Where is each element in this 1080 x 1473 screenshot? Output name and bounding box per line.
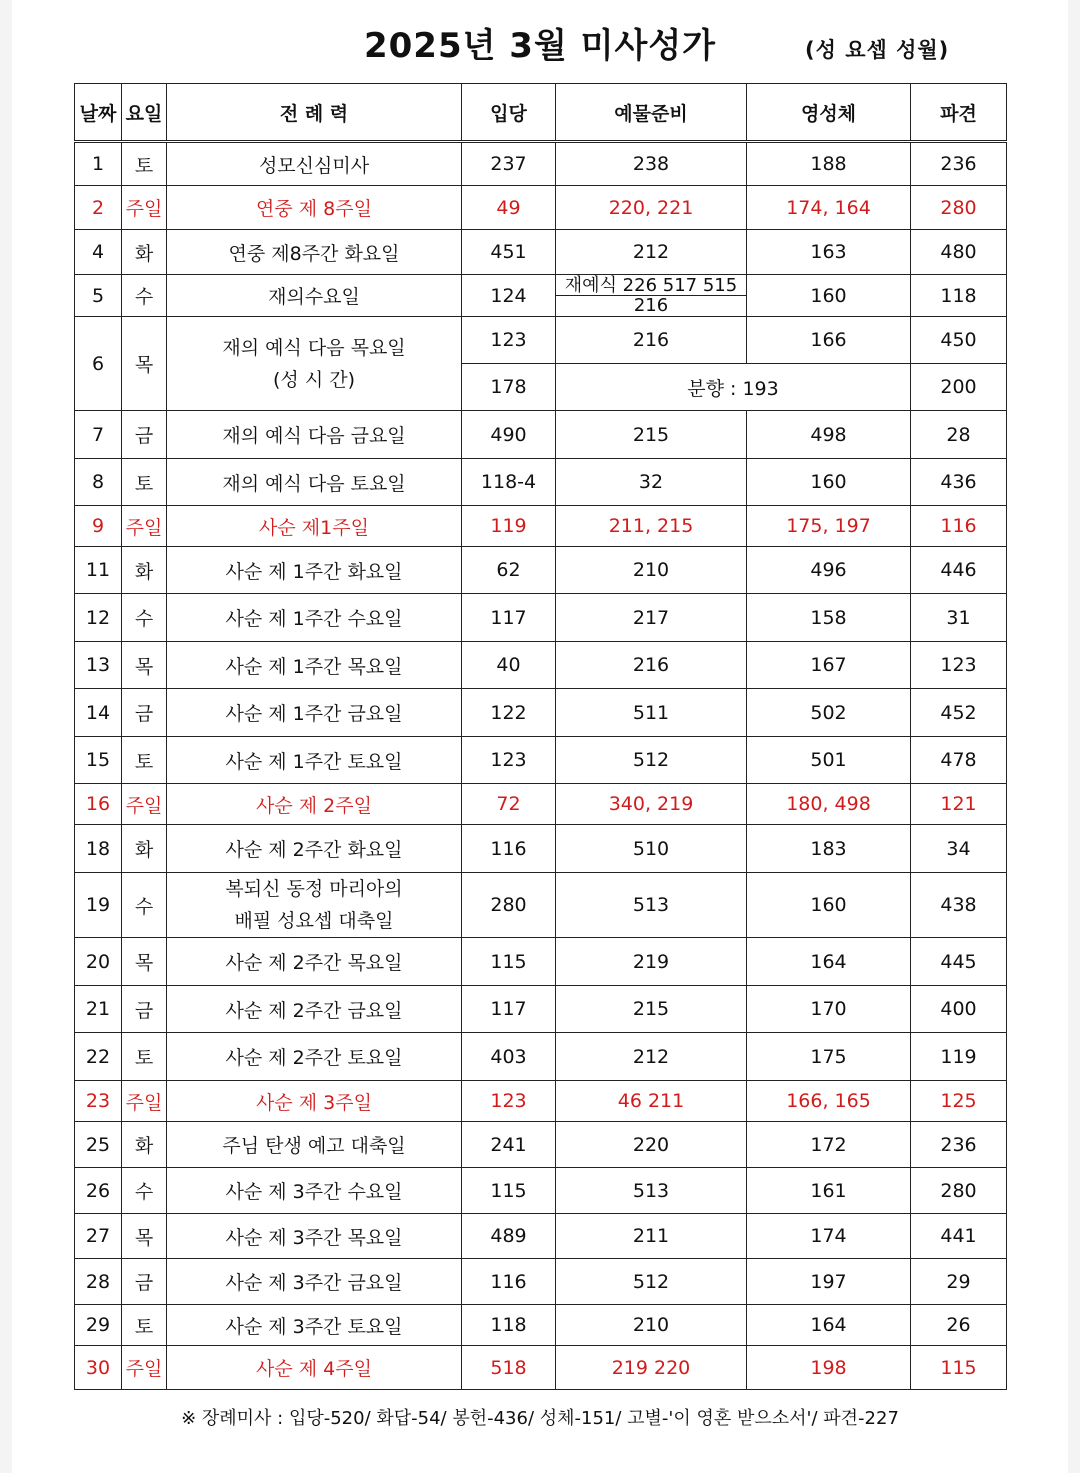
cell-communion: 183: [747, 825, 911, 873]
table-row: [75, 642, 1007, 689]
cell-offertory-split: [556, 275, 747, 317]
cell-communion: 158: [747, 594, 911, 642]
cell-dismissal: 400: [911, 986, 1007, 1033]
cell-offertory: 513: [556, 1168, 747, 1214]
cell-offertory: 215: [556, 986, 747, 1033]
cell-liturgy: 사순 제 3주일: [167, 1081, 462, 1122]
cell-liturgy: 재의수요일: [167, 275, 462, 317]
header-liturgy: 전 례 력: [167, 84, 462, 142]
cell-communion: 198: [747, 1346, 911, 1390]
cell-date: 4: [75, 230, 122, 275]
header-row: [75, 84, 1007, 142]
header-day: 요일: [122, 84, 167, 142]
cell-offertory: 216: [556, 317, 747, 364]
cell-day: 수: [122, 275, 167, 317]
cell-liturgy: 연중 제 8주일: [167, 186, 462, 230]
cell-date: 22: [75, 1033, 122, 1081]
cell-date: 30: [75, 1346, 122, 1390]
table-row: [75, 594, 1007, 642]
cell-day: 금: [122, 1259, 167, 1305]
cell-communion: 188: [747, 142, 911, 186]
cell-day: 수: [122, 1168, 167, 1214]
cell-communion: 175: [747, 1033, 911, 1081]
cell-entrance: 62: [462, 547, 556, 594]
cell-dismissal: 121: [911, 784, 1007, 825]
cell-dismissal-holy-hour: 200: [911, 364, 1007, 411]
cell-day: 토: [122, 737, 167, 784]
cell-date: 28: [75, 1259, 122, 1305]
cell-liturgy: 사순 제 2주간 목요일: [167, 938, 462, 986]
cell-day: 주일: [122, 506, 167, 547]
table-row: [75, 873, 1007, 938]
cell-entrance: 237: [462, 142, 556, 186]
cell-liturgy: 연중 제8주간 화요일: [167, 230, 462, 275]
cell-day: 금: [122, 689, 167, 737]
table-row-sunday: [75, 506, 1007, 547]
cell-communion: 174, 164: [747, 186, 911, 230]
cell-entrance: 490: [462, 411, 556, 459]
cell-dismissal: 236: [911, 142, 1007, 186]
cell-day: 수: [122, 873, 167, 938]
cell-entrance: 124: [462, 275, 556, 317]
cell-liturgy: 사순 제 1주간 수요일: [167, 594, 462, 642]
table-row: [75, 275, 1007, 317]
cell-dismissal: 280: [911, 186, 1007, 230]
cell-offertory: 512: [556, 1259, 747, 1305]
cell-dismissal: 452: [911, 689, 1007, 737]
cell-dismissal: 480: [911, 230, 1007, 275]
cell-entrance: 280: [462, 873, 556, 938]
cell-date: 13: [75, 642, 122, 689]
table-row: [75, 737, 1007, 784]
cell-offertory: 212: [556, 230, 747, 275]
cell-offertory: 219 220: [556, 1346, 747, 1390]
cell-offertory: 215: [556, 411, 747, 459]
cell-liturgy: 사순 제 4주일: [167, 1346, 462, 1390]
cell-day: 목: [122, 642, 167, 689]
cell-entrance: 40: [462, 642, 556, 689]
cell-date: 9: [75, 506, 122, 547]
cell-dismissal: 29: [911, 1259, 1007, 1305]
table-row: [75, 825, 1007, 873]
header-date: 날짜: [75, 84, 122, 142]
cell-offertory: 511: [556, 689, 747, 737]
table-row: [75, 142, 1007, 186]
cell-communion: 161: [747, 1168, 911, 1214]
cell-day: 토: [122, 1033, 167, 1081]
cell-communion: 501: [747, 737, 911, 784]
cell-entrance: 489: [462, 1214, 556, 1259]
cell-offertory: 217: [556, 594, 747, 642]
cell-dismissal: 280: [911, 1168, 1007, 1214]
cell-communion: 172: [747, 1122, 911, 1168]
cell-day: 화: [122, 230, 167, 275]
cell-date: 25: [75, 1122, 122, 1168]
table-row: [75, 938, 1007, 986]
cell-communion: 170: [747, 986, 911, 1033]
cell-offertory: 210: [556, 1305, 747, 1346]
cell-dismissal: 438: [911, 873, 1007, 938]
cell-liturgy: 성모신심미사: [167, 142, 462, 186]
funeral-mass-note: ※ 장례미사 : 입당-520/ 화답-54/ 봉헌-436/ 성체-151/ 고별-'이 영혼 받으소서'/ 파견-227: [181, 1408, 899, 1429]
cell-offertory: 210: [556, 547, 747, 594]
cell-communion: 160: [747, 275, 911, 317]
cell-day: 토: [122, 1305, 167, 1346]
cell-communion: 160: [747, 873, 911, 938]
header-dismissal: 파견: [911, 84, 1007, 142]
title-area: [0, 0, 1080, 80]
cell-communion: 498: [747, 411, 911, 459]
cell-entrance: 117: [462, 986, 556, 1033]
cell-dismissal: 236: [911, 1122, 1007, 1168]
table-row: [75, 411, 1007, 459]
cell-offertory: 220, 221: [556, 186, 747, 230]
cell-dismissal: 119: [911, 1033, 1007, 1081]
cell-entrance: 117: [462, 594, 556, 642]
cell-dismissal: 436: [911, 459, 1007, 506]
table-row: [75, 317, 1007, 364]
cell-dismissal: 26: [911, 1305, 1007, 1346]
table-row: [75, 230, 1007, 275]
cell-day: 주일: [122, 186, 167, 230]
cell-day: 토: [122, 142, 167, 186]
table-row-sunday: [75, 1346, 1007, 1390]
liturgy-line-1: 복되신 동정 마리아의: [225, 878, 403, 900]
cell-communion: 167: [747, 642, 911, 689]
cell-entrance: 403: [462, 1033, 556, 1081]
table-row: [75, 689, 1007, 737]
table-row: [75, 1033, 1007, 1081]
cell-entrance: 116: [462, 825, 556, 873]
table-row-sunday: [75, 1081, 1007, 1122]
cell-liturgy: 재의 예식 다음 금요일: [167, 411, 462, 459]
cell-date: 21: [75, 986, 122, 1033]
cell-date: 16: [75, 784, 122, 825]
cell-entrance: 122: [462, 689, 556, 737]
cell-date: 6: [75, 317, 122, 411]
cell-date: 19: [75, 873, 122, 938]
cell-date: 2: [75, 186, 122, 230]
page-subtitle: (성 요셉 성월): [805, 38, 950, 62]
cell-dismissal: 31: [911, 594, 1007, 642]
cell-liturgy: 사순 제 2주간 금요일: [167, 986, 462, 1033]
cell-offertory: 46 211: [556, 1081, 747, 1122]
cell-offertory: 510: [556, 825, 747, 873]
table-row-sunday: [75, 784, 1007, 825]
cell-date: 8: [75, 459, 122, 506]
table-row: [75, 547, 1007, 594]
cell-date: 23: [75, 1081, 122, 1122]
cell-liturgy: 사순 제 2주간 화요일: [167, 825, 462, 873]
cell-entrance: 115: [462, 1168, 556, 1214]
cell-communion: 180, 498: [747, 784, 911, 825]
cell-liturgy: 사순 제 1주간 화요일: [167, 547, 462, 594]
cell-communion: 164: [747, 938, 911, 986]
cell-day: 목: [122, 938, 167, 986]
cell-day: 화: [122, 825, 167, 873]
header-communion: 영성체: [747, 84, 911, 142]
cell-communion: 496: [747, 547, 911, 594]
cell-dismissal: 115: [911, 1346, 1007, 1390]
cell-entrance: 115: [462, 938, 556, 986]
cell-dismissal: 445: [911, 938, 1007, 986]
table-row: [75, 986, 1007, 1033]
cell-date: 1: [75, 142, 122, 186]
cell-liturgy: 사순 제 1주간 금요일: [167, 689, 462, 737]
cell-liturgy: 사순 제 3주간 수요일: [167, 1168, 462, 1214]
cell-entrance: 451: [462, 230, 556, 275]
cell-date: 12: [75, 594, 122, 642]
cell-liturgy: 사순 제 1주간 목요일: [167, 642, 462, 689]
cell-offertory: 32: [556, 459, 747, 506]
cell-offertory: 220: [556, 1122, 747, 1168]
cell-entrance: 118: [462, 1305, 556, 1346]
cell-offertory: 212: [556, 1033, 747, 1081]
cell-liturgy: [167, 873, 462, 938]
cell-entrance: 123: [462, 317, 556, 364]
cell-date: 7: [75, 411, 122, 459]
cell-dismissal: 441: [911, 1214, 1007, 1259]
cell-offertory: 216: [556, 642, 747, 689]
cell-dismissal: 28: [911, 411, 1007, 459]
cell-offertory: 340, 219: [556, 784, 747, 825]
cell-dismissal: 34: [911, 825, 1007, 873]
liturgy-line-1: 재의 예식 다음 목요일: [222, 336, 406, 359]
cell-communion: 502: [747, 689, 911, 737]
cell-communion: 163: [747, 230, 911, 275]
cell-day: 수: [122, 594, 167, 642]
table-row: [75, 1214, 1007, 1259]
cell-dismissal: 123: [911, 642, 1007, 689]
cell-dismissal: 116: [911, 506, 1007, 547]
liturgy-line-2: (성 시 간): [273, 368, 355, 391]
cell-date: 5: [75, 275, 122, 317]
cell-communion: 175, 197: [747, 506, 911, 547]
cell-offertory: 219: [556, 938, 747, 986]
liturgy-line-2: 배필 성요셉 대축일: [234, 910, 394, 932]
cell-liturgy: 사순 제 3주간 금요일: [167, 1259, 462, 1305]
cell-dismissal: 446: [911, 547, 1007, 594]
table-row: [75, 1259, 1007, 1305]
cell-entrance: 119: [462, 506, 556, 547]
cell-entrance-holy-hour: 178: [462, 364, 556, 411]
cell-date: 27: [75, 1214, 122, 1259]
cell-communion: 174: [747, 1214, 911, 1259]
cell-liturgy: 주님 탄생 예고 대축일: [167, 1122, 462, 1168]
cell-liturgy: [167, 317, 462, 411]
cell-entrance: 123: [462, 1081, 556, 1122]
cell-day: 목: [122, 1214, 167, 1259]
cell-liturgy: 사순 제1주일: [167, 506, 462, 547]
cell-entrance: 49: [462, 186, 556, 230]
cell-offertory: 238: [556, 142, 747, 186]
cell-communion: 160: [747, 459, 911, 506]
cell-dismissal: 450: [911, 317, 1007, 364]
cell-dismissal: 478: [911, 737, 1007, 784]
cell-offertory: 513: [556, 873, 747, 938]
cell-date: 11: [75, 547, 122, 594]
cell-entrance: 518: [462, 1346, 556, 1390]
table-row: [75, 1122, 1007, 1168]
cell-day: 목: [122, 317, 167, 411]
cell-incense: 분향 : 193: [556, 364, 911, 411]
table-row-sunday: [75, 186, 1007, 230]
table-row: [75, 1168, 1007, 1214]
header-entrance: 입당: [462, 84, 556, 142]
table-row: [75, 459, 1007, 506]
cell-liturgy: 사순 제 3주간 목요일: [167, 1214, 462, 1259]
cell-offertory: 211, 215: [556, 506, 747, 547]
cell-dismissal: 125: [911, 1081, 1007, 1122]
cell-day: 화: [122, 547, 167, 594]
cell-day: 주일: [122, 784, 167, 825]
cell-entrance: 72: [462, 784, 556, 825]
cell-offertory: 512: [556, 737, 747, 784]
cell-day: 금: [122, 986, 167, 1033]
cell-liturgy: 사순 제 2주간 토요일: [167, 1033, 462, 1081]
cell-liturgy: 사순 제 1주간 토요일: [167, 737, 462, 784]
cell-communion: 164: [747, 1305, 911, 1346]
cell-offertory: 211: [556, 1214, 747, 1259]
cell-date: 20: [75, 938, 122, 986]
cell-entrance: 241: [462, 1122, 556, 1168]
cell-communion: 197: [747, 1259, 911, 1305]
cell-communion: 166, 165: [747, 1081, 911, 1122]
cell-date: 14: [75, 689, 122, 737]
cell-date: 15: [75, 737, 122, 784]
cell-day: 화: [122, 1122, 167, 1168]
cell-liturgy: 재의 예식 다음 토요일: [167, 459, 462, 506]
cell-liturgy: 사순 제 3주간 토요일: [167, 1305, 462, 1346]
cell-entrance: 123: [462, 737, 556, 784]
cell-date: 18: [75, 825, 122, 873]
cell-day: 주일: [122, 1081, 167, 1122]
cell-entrance: 116: [462, 1259, 556, 1305]
cell-day: 토: [122, 459, 167, 506]
offertory-second-line: 216: [633, 294, 669, 316]
hymn-schedule-table: [74, 83, 1007, 1390]
cell-date: 26: [75, 1168, 122, 1214]
cell-day: 금: [122, 411, 167, 459]
offertory-rite-line: 재예식 226 517 515: [556, 276, 746, 296]
cell-dismissal: 118: [911, 275, 1007, 317]
table-row: [75, 1305, 1007, 1346]
header-offertory: 예물준비: [556, 84, 747, 142]
cell-day: 주일: [122, 1346, 167, 1390]
cell-liturgy: 사순 제 2주일: [167, 784, 462, 825]
cell-entrance: 118-4: [462, 459, 556, 506]
cell-communion: 166: [747, 317, 911, 364]
cell-date: 29: [75, 1305, 122, 1346]
page-title: 2025년 3월 미사성가: [363, 26, 717, 66]
